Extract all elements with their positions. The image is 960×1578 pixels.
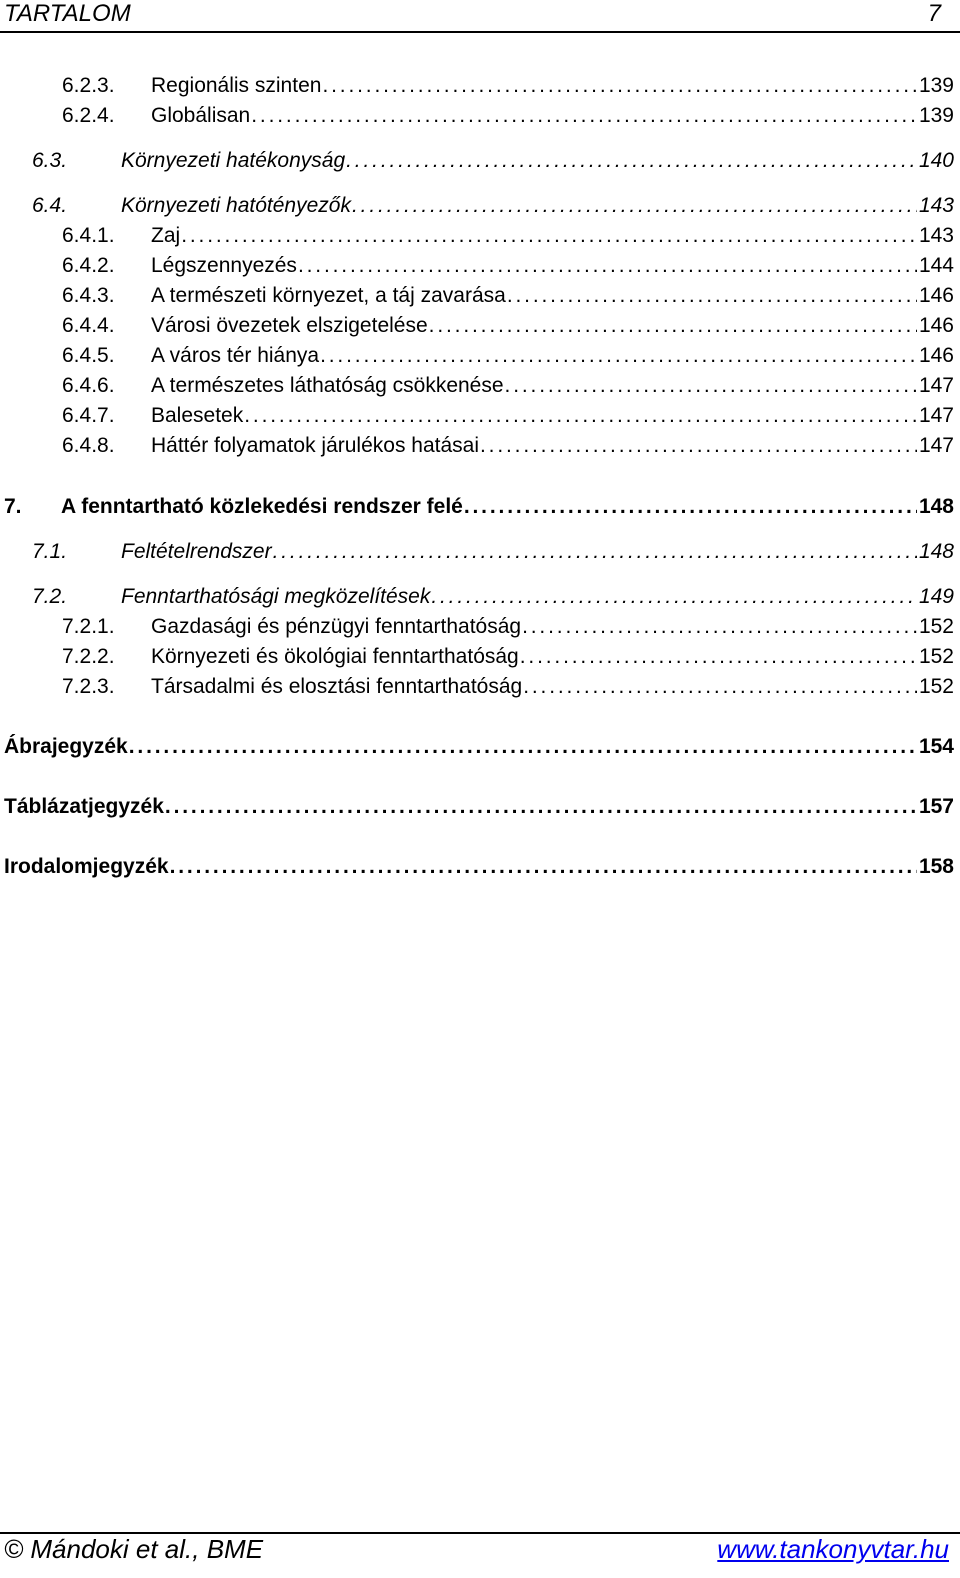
toc-entry[interactable] — [32, 147, 954, 175]
toc-entry-page: 139 — [918, 74, 954, 97]
toc-dot-leader — [431, 583, 917, 611]
toc-entry-number: 6.4.6. — [62, 374, 115, 397]
toc-entry-title: Légszennyezés — [151, 254, 297, 277]
toc-entry-title: Háttér folyamatok járulékos hatásai — [151, 434, 479, 457]
toc-entry-page: 148 — [918, 495, 954, 518]
toc-entry-title: Feltételrendszer — [121, 540, 272, 563]
toc-entry-number: 6.4.3. — [62, 284, 115, 307]
toc-dot-leader — [507, 282, 917, 310]
toc-entry-number: 7.2.3. — [62, 675, 115, 698]
toc-entry[interactable] — [62, 613, 954, 641]
toc-entry-number: 6.4.2. — [62, 254, 115, 277]
toc-entry-number: 6.4.7. — [62, 404, 115, 427]
toc-entry-number: 6.4.8. — [62, 434, 115, 457]
toc-entry[interactable] — [62, 342, 954, 370]
toc-entry-number: 7.2. — [32, 585, 68, 608]
toc-entry-page: 146 — [918, 344, 954, 367]
toc-dot-leader — [251, 102, 917, 130]
toc-entry-page: 143 — [918, 194, 954, 217]
toc-entry-title: A természetes láthatóság csökkenése — [151, 374, 504, 397]
toc-entry[interactable] — [62, 673, 954, 701]
header-title: TARTALOM — [4, 0, 131, 27]
toc-entry-title: Városi övezetek elszigetelése — [151, 314, 428, 337]
toc-entry-title: Ábrajegyzék — [4, 735, 128, 758]
toc-entry[interactable] — [62, 102, 954, 130]
toc-entry-page: 147 — [918, 434, 954, 457]
toc-dot-leader — [298, 252, 917, 280]
toc-entry[interactable] — [62, 643, 954, 671]
toc-entry-number: 6.4.5. — [62, 344, 115, 367]
toc-entry-page: 158 — [918, 855, 954, 878]
toc-entry-number: 6.4.1. — [62, 224, 115, 247]
page-header — [0, 0, 960, 33]
toc-chapter-entry[interactable] — [4, 793, 954, 821]
toc-entry-number: 7.2.1. — [62, 615, 115, 638]
toc-dot-leader — [244, 402, 917, 430]
toc-entry-page: 152 — [918, 615, 954, 638]
toc-entry[interactable] — [62, 402, 954, 430]
toc-entry[interactable] — [32, 192, 954, 220]
toc-entry-page: 152 — [918, 675, 954, 698]
toc-entry-number: 7. — [4, 495, 22, 518]
toc-chapter-entry[interactable] — [4, 853, 954, 881]
toc-dot-leader — [129, 733, 917, 761]
toc-entry-title: Globálisan — [151, 104, 251, 127]
toc-dot-leader — [346, 147, 917, 175]
toc-entry-title: A város tér hiánya — [151, 344, 320, 367]
toc-entry-title: Irodalomjegyzék — [4, 855, 169, 878]
toc-entry-number: 6.2.4. — [62, 104, 115, 127]
toc-dot-leader — [429, 312, 917, 340]
toc-dot-leader — [320, 342, 917, 370]
toc-entry-title: Táblázatjegyzék — [4, 795, 164, 818]
toc-entry-number: 6.3. — [32, 149, 68, 172]
toc-entry-title: Környezeti hatékonyság — [121, 149, 346, 172]
toc-entry[interactable] — [62, 282, 954, 310]
toc-entry-title: Társadalmi és elosztási fenntarthatóság — [151, 675, 523, 698]
header-page-number: 7 — [927, 0, 941, 27]
toc-entry-page: 143 — [918, 224, 954, 247]
toc-entry-page: 148 — [918, 540, 954, 563]
toc-entry-title: A fenntartható közlekedési rendszer felé — [61, 495, 463, 518]
toc-entry[interactable] — [32, 583, 954, 611]
toc-dot-leader — [480, 432, 917, 460]
toc-entry[interactable] — [62, 312, 954, 340]
toc-dot-leader — [181, 222, 917, 250]
toc-dot-leader — [165, 793, 917, 821]
toc-entry-number: 7.1. — [32, 540, 68, 563]
toc-entry-page: 154 — [918, 735, 954, 758]
toc-entry-page: 147 — [918, 404, 954, 427]
toc-entry[interactable] — [62, 372, 954, 400]
toc-dot-leader — [273, 538, 917, 566]
toc-entry-title: Balesetek — [151, 404, 244, 427]
toc-entry-page: 139 — [918, 104, 954, 127]
toc-dot-leader — [352, 192, 917, 220]
toc-entry-page: 140 — [918, 149, 954, 172]
toc-dot-leader — [464, 493, 917, 521]
toc-entry-page: 149 — [918, 585, 954, 608]
toc-dot-leader — [505, 372, 917, 400]
toc-entry-page: 152 — [918, 645, 954, 668]
toc-entry[interactable] — [62, 222, 954, 250]
toc-entry[interactable] — [62, 432, 954, 460]
toc-entry[interactable] — [32, 538, 954, 566]
footer-copyright: © Mándoki et al., BME — [4, 1534, 264, 1564]
toc-dot-leader — [523, 673, 917, 701]
toc-entry-number: 6.2.3. — [62, 74, 115, 97]
toc-entry-number: 7.2.2. — [62, 645, 115, 668]
toc-entry-title: Gazdasági és pénzügyi fenntarthatóság — [151, 615, 522, 638]
toc-entry-number: 6.4. — [32, 194, 68, 217]
toc-entry-title: A természeti környezet, a táj zavarása — [151, 284, 506, 307]
toc-entry-page: 144 — [918, 254, 954, 277]
footer-website-link[interactable]: www.tankonyvtar.hu — [717, 1534, 949, 1564]
toc-entry-page: 157 — [918, 795, 954, 818]
toc-chapter-entry[interactable] — [4, 733, 954, 761]
toc-entry-page: 146 — [918, 314, 954, 337]
toc-entry-title: Környezeti hatótényezők — [121, 194, 351, 217]
toc-dot-leader — [170, 853, 917, 881]
toc-chapter-entry[interactable] — [4, 493, 954, 521]
toc-entry-page: 147 — [918, 374, 954, 397]
toc-dot-leader — [520, 643, 917, 671]
toc-dot-leader — [322, 72, 917, 100]
toc-entry-title: Regionális szinten — [151, 74, 322, 97]
toc-entry-title: Zaj — [151, 224, 181, 247]
toc-entry-number: 6.4.4. — [62, 314, 115, 337]
toc-entry-title: Környezeti és ökológiai fenntarthatóság — [151, 645, 519, 668]
toc-entry[interactable] — [62, 252, 954, 280]
toc-entry[interactable] — [62, 72, 954, 100]
toc-entry-title: Fenntarthatósági megközelítések — [121, 585, 431, 608]
toc-entry-page: 146 — [918, 284, 954, 307]
toc-dot-leader — [522, 613, 917, 641]
